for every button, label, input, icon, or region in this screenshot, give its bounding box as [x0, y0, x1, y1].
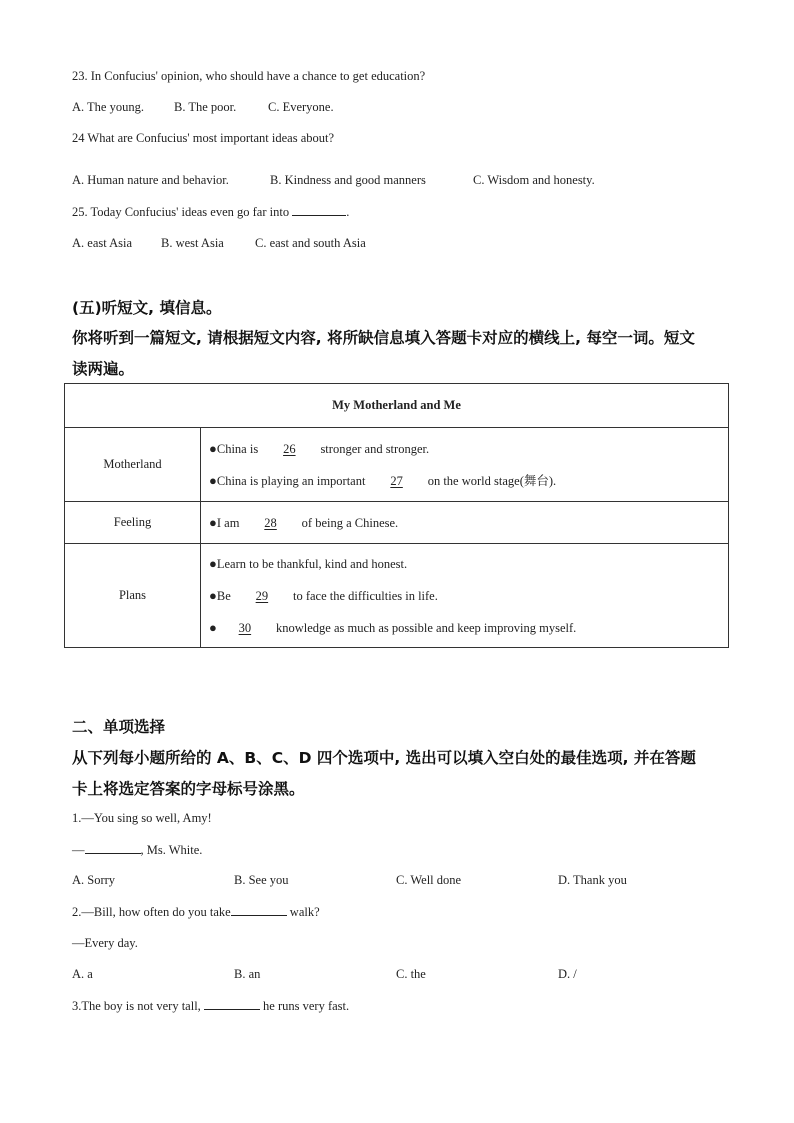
row-label-plans: Plans	[65, 544, 201, 648]
q25-question-text: 25. Today Confucius' ideas even go far into	[72, 205, 293, 219]
s1-blank	[85, 842, 141, 854]
s2-option-b: B. an	[234, 967, 261, 981]
s3-line-1	[72, 998, 349, 1014]
text: I am	[216, 515, 240, 530]
q23-option-c: C. Everyone.	[268, 100, 334, 114]
table-header: My Motherland and Me	[65, 384, 729, 428]
s1-option-a: A. Sorry	[72, 873, 116, 887]
q24-option-a: A. Human nature and behavior.	[72, 173, 229, 187]
row-content-feeling	[201, 502, 729, 544]
blank-30: 30	[238, 620, 252, 635]
s1-line-1: 1.—You sing so well, Amy!	[72, 811, 212, 825]
q24-question: 24 What are Confucius' most important ideas about?	[72, 131, 335, 145]
section2-instruction-2: 卡上将选定答案的字母标号涂黑。	[72, 780, 305, 798]
q25-blank	[292, 204, 346, 216]
s1-line-2	[72, 842, 202, 858]
text: of being a Chinese.	[301, 515, 399, 530]
s1-option-b: B. See you	[234, 873, 289, 887]
q23-option-a: A. The young.	[72, 100, 144, 114]
plans-line-1: ●Learn to be thankful, kind and honest.	[209, 555, 408, 571]
section5-instruction-2: 读两遍。	[72, 360, 135, 378]
text: 2.—Bill, how often do you take	[72, 905, 231, 919]
text: to face the difficulties in life.	[293, 588, 438, 603]
text: Learn to be thankful, kind and honest.	[216, 556, 408, 571]
row-label-feeling: Feeling	[65, 502, 201, 544]
s2-option-a: A. a	[72, 967, 93, 981]
section5-title: (五)听短文, 填信息。	[72, 299, 222, 317]
q25-option-b: B. west Asia	[161, 236, 224, 250]
s2-option-c: C. the	[396, 967, 426, 981]
section2-title: 二、单项选择	[72, 718, 166, 736]
q25-question-end: .	[346, 205, 350, 219]
text: Be	[216, 588, 231, 603]
text: stronger and stronger.	[320, 441, 430, 456]
motherland-line-2: ●China is playing an important 27 on the world stage(舞台).	[209, 465, 720, 497]
s2-line-2: —Every day.	[72, 936, 138, 950]
s3-blank	[204, 998, 260, 1010]
blank-29: 29	[255, 588, 269, 603]
motherland-line-1: ●China is 26 stronger and stronger.	[209, 433, 720, 465]
text: knowledge as much as possible and keep improving myself.	[275, 620, 577, 635]
s2-option-d: D. /	[558, 967, 577, 981]
plans-line-3: ● 30 knowledge as much as possible and keep improving myself.	[209, 612, 720, 644]
text: on the world stage(舞台).	[427, 473, 557, 488]
q24-option-b: B. Kindness and good manners	[270, 173, 426, 187]
row-content-motherland	[201, 428, 729, 502]
q23-option-b: B. The poor.	[174, 100, 237, 114]
row-label-motherland: Motherland	[65, 428, 201, 502]
s1-option-d: D. Thank you	[558, 873, 627, 887]
s2-blank	[231, 904, 287, 916]
feeling-line-1: ●I am 28 of being a Chinese.	[209, 507, 720, 539]
blank-28: 28	[264, 515, 277, 530]
q25-option-a: A. east Asia	[72, 236, 133, 250]
info-table	[64, 383, 729, 648]
section2-instruction-1: 从下列每小题所给的 A、B、C、D 四个选项中, 选出可以填入空白处的最佳选项, 并在答题	[72, 749, 696, 767]
q25-option-c: C. east and south Asia	[255, 236, 366, 250]
text: China is playing an important	[216, 473, 366, 488]
text: —	[72, 843, 85, 857]
text: he runs very fast.	[259, 999, 350, 1013]
text: walk?	[286, 905, 320, 919]
section5-instruction-1: 你将听到一篇短文, 请根据短文内容, 将所缺信息填入答题卡对应的横线上, 每空一词。短文	[72, 329, 695, 347]
s2-line-1	[72, 904, 320, 920]
plans-line-2: ●Be 29 to face the difficulties in life.	[209, 580, 720, 612]
q25-question	[72, 204, 349, 220]
s1-option-c: C. Well done	[396, 873, 462, 887]
blank-27: 27	[390, 473, 403, 488]
row-content-plans	[201, 544, 729, 648]
q24-option-c: C. Wisdom and honesty.	[473, 173, 595, 187]
text: , Ms. White.	[140, 843, 203, 857]
q23-question: 23. In Confucius' opinion, who should have a chance to get education?	[72, 69, 426, 83]
text: 3.The boy is not very tall,	[72, 999, 204, 1013]
text: China is	[216, 441, 259, 456]
blank-26: 26	[283, 441, 296, 456]
